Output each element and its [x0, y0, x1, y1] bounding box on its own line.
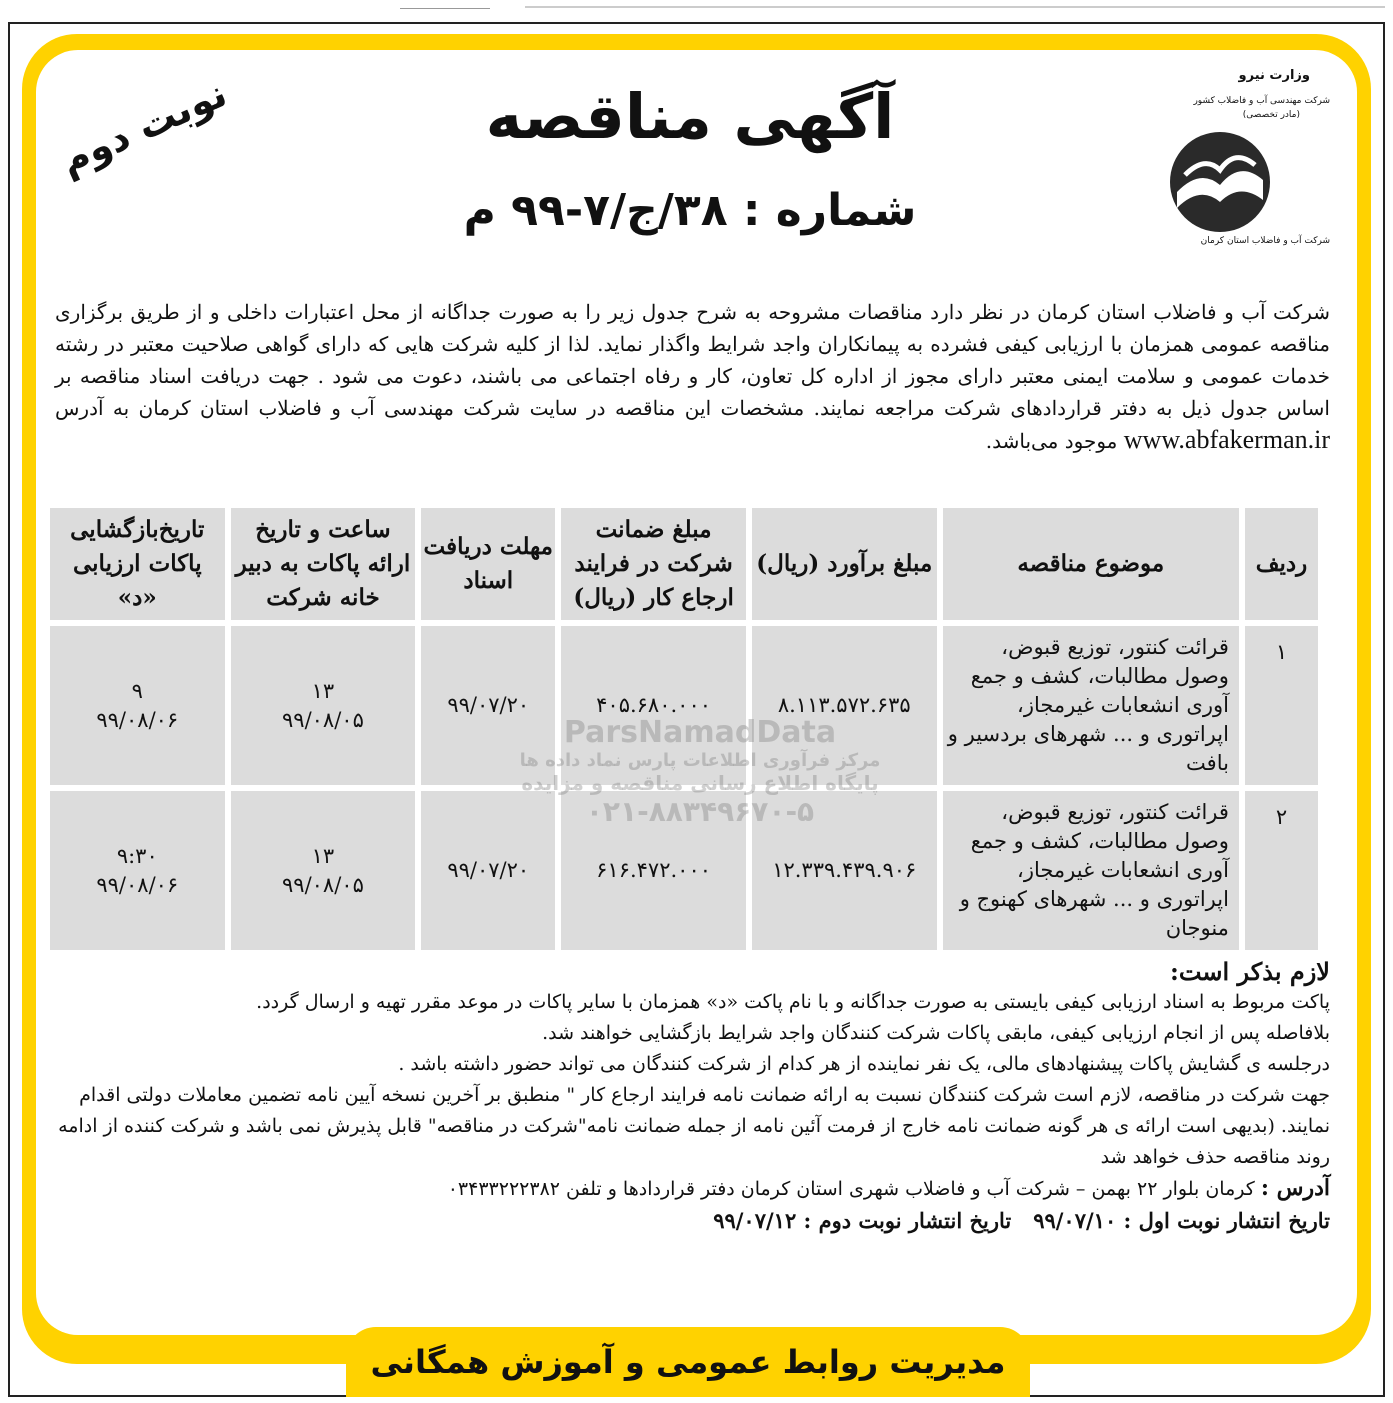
website-link[interactable]: www.abfakerman.ir	[1123, 425, 1330, 454]
publication-dates	[55, 1205, 1330, 1236]
col-header-subject: موضوع مناقصه	[943, 508, 1239, 620]
pub2-date: ۹۹/۰۷/۱۲	[713, 1208, 797, 1233]
table-header-row	[50, 508, 1318, 620]
opening-time: ۹	[131, 678, 143, 703]
pub2-label: تاریخ انتشار نوبت دوم :	[803, 1208, 1012, 1233]
pub1-date: ۹۹/۰۷/۱۰	[1033, 1208, 1117, 1233]
opening-date: ۹۹/۰۸/۰۶	[96, 872, 179, 897]
watermark-brand: ParsNamadData	[563, 715, 837, 750]
row-guarantee: ۴۰۵.۶۸۰.۰۰۰	[561, 626, 746, 785]
row-deadline: ۹۹/۰۷/۲۰	[421, 791, 555, 950]
address-line	[55, 1173, 1330, 1205]
row-number: ۱	[1245, 626, 1318, 785]
address-label: آدرس :	[1260, 1175, 1330, 1201]
watermark-line-2: مرکز فرآوری اطلاعات پارس نماد داده ها	[519, 750, 881, 771]
row-deadline: ۹۹/۰۷/۲۰	[421, 626, 555, 785]
row-guarantee: ۶۱۶.۴۷۲.۰۰۰	[561, 791, 746, 950]
opening-time: ۹:۳۰	[116, 843, 158, 868]
row-number: ۲	[1245, 791, 1318, 950]
top-rule	[525, 6, 1385, 8]
row-estimate: ۱۲.۳۳۹.۴۳۹.۹۰۶	[752, 791, 937, 950]
delivery-time: ۱۳	[311, 843, 335, 868]
col-header-delivery: ساعت و تاریخ ارائه پاکات به دبیر خانه شرکت	[231, 508, 416, 620]
notes-section	[55, 956, 1330, 1236]
delivery-date: ۹۹/۰۸/۰۵	[282, 707, 364, 732]
row-estimate: ۸.۱۱۳.۵۷۲.۶۳۵	[752, 626, 937, 785]
note-item: بلافاصله پس از انجام ارزیابی کیفی، مابقی پاکات شرکت کنندگان واجد شرایط بازگشایی خواهند شد.	[542, 1022, 1330, 1044]
row-opening	[50, 626, 225, 785]
clipping-edge	[400, 0, 490, 9]
address-text: کرمان بلوار ۲۲ بهمن – شرکت آب و فاضلاب شهری استان کرمان دفتر قراردادها و تلفن ۰۳۴۳۳۲۲۲۳۸۲	[447, 1178, 1255, 1200]
col-header-row-num: ردیف	[1245, 508, 1318, 620]
water-drop-icon	[1155, 130, 1285, 235]
col-header-opening: تاریخ‌بازگشایی پاکات ارزیابی «د»	[50, 508, 225, 620]
round-label: نوبت دوم	[53, 70, 234, 184]
note-item: پاکت مربوط به اسناد ارزیابی کیفی بایستی به صورت جداگانه و با نام پاکت «د» همزمان با سایر پاکات در موعد مقرر تهیه و ارسال گردد.	[256, 991, 1330, 1013]
col-header-guarantee: مبلغ ضمانت شرکت در فرایند ارجاع کار (ریال)	[561, 508, 746, 620]
row-delivery	[231, 626, 416, 785]
table-row	[50, 791, 1318, 950]
delivery-date: ۹۹/۰۸/۰۵	[282, 872, 364, 897]
watermark-line-3: پایگاه اطلاع رسانی مناقصه و مزایده	[521, 771, 879, 795]
intro-text-end: موجود می‌باشد.	[985, 429, 1118, 453]
company-local-label: شرکت آب و فاضلاب استان کرمان	[1200, 236, 1330, 246]
ministry-label: وزارت نیرو	[1238, 68, 1310, 83]
col-header-deadline: مهلت دریافت اسناد	[421, 508, 555, 620]
tender-number: شماره : ۳۸/ج/۷-۹۹ م	[463, 185, 917, 236]
top-strip	[0, 0, 1393, 20]
row-opening	[50, 791, 225, 950]
company-national-sub: (مادر تخصصی)	[1242, 110, 1300, 120]
note-item: جهت شرکت در مناقصه، لازم است شرکت کنندگان نسبت به ارائه ضمانت نامه فرایند ارجاع کار " منطبق بر آخرین نسخه آیین نامه تضمین معاملات دولتی اقدام نمایند. (بدیهی است ارائه ی هر گونه ضمانت نامه خارج از فرمت آئین نامه از جمله ضمانت نامه"شرکت در مناقصه" قابل پذیرش نمی باشد و شرکت کننده از ادامه روند مناقصه حذف خواهد شد	[58, 1084, 1330, 1168]
tender-table	[44, 502, 1324, 956]
row-subject: قرائت کنتور، توزیع قبوض، وصول مطالبات، کشف و جمع آوری انشعابات غیرمجاز، اپراتوری و ... شهرهای کهنوج و منوجان	[943, 791, 1239, 950]
notes-heading: لازم بذکر است:	[1170, 957, 1330, 986]
delivery-time: ۱۳	[311, 678, 335, 703]
intro-text: شرکت آب و فاضلاب استان کرمان در نظر دارد مناقصات مشروحه به شرح جدول زیر را به صورت جداگانه از محل اعتبارات داخلی و از طریق برگزاری مناقصه عمومی همزمان با ارزیابی کیفی فشرده به پیمانکاران واجد شرایط واگذار نماید. لذا از کلیه شرکت هایی که دارای گواهی صلاحیت معتبر در رشته خدمات عمومی و سلامت ایمنی معتبر دارای مجوز از اداره کل تعاون، کار و رفاه اجتماعی می باشند، دعوت می شود . جهت دریافت اسناد مناقصه بر اساس جدول ذیل به دفتر قراردادهای شرکت مراجعه نمایند. مشخصات این مناقصه در سایت شرکت مهندسی آب و فاضلاب استان کرمان به آدرس	[55, 300, 1330, 420]
pub1-label: تاریخ انتشار نوبت اول :	[1123, 1208, 1330, 1233]
intro-paragraph	[55, 296, 1330, 457]
opening-date: ۹۹/۰۸/۰۶	[96, 707, 179, 732]
note-item: درجلسه ی گشایش پاکات پیشنهادهای مالی، یک نفر نماینده از هر کدام از شرکت کنندگان می تواند حضور داشته باشد .	[398, 1053, 1330, 1075]
col-header-estimate: مبلغ برآورد (ریال)	[752, 508, 937, 620]
row-subject: قرائت کنتور، توزیع قبوض، وصول مطالبات، کشف و جمع آوری انشعابات غیرمجاز، اپراتوری و ... شهرهای بردسیر و بافت	[943, 626, 1239, 785]
company-logo	[1140, 60, 1340, 260]
page-title: آگهی مناقصه	[485, 80, 895, 153]
table-row	[50, 626, 1318, 785]
row-delivery	[231, 791, 416, 950]
footer-banner: مدیریت روابط عمومی و آموزش همگانی	[346, 1327, 1030, 1397]
company-national-label: شرکت مهندسی آب و فاضلاب کشور	[1193, 96, 1330, 106]
watermark-phone: ۰۲۱-۸۸۳۴۹۶۷۰-۵	[585, 795, 815, 828]
